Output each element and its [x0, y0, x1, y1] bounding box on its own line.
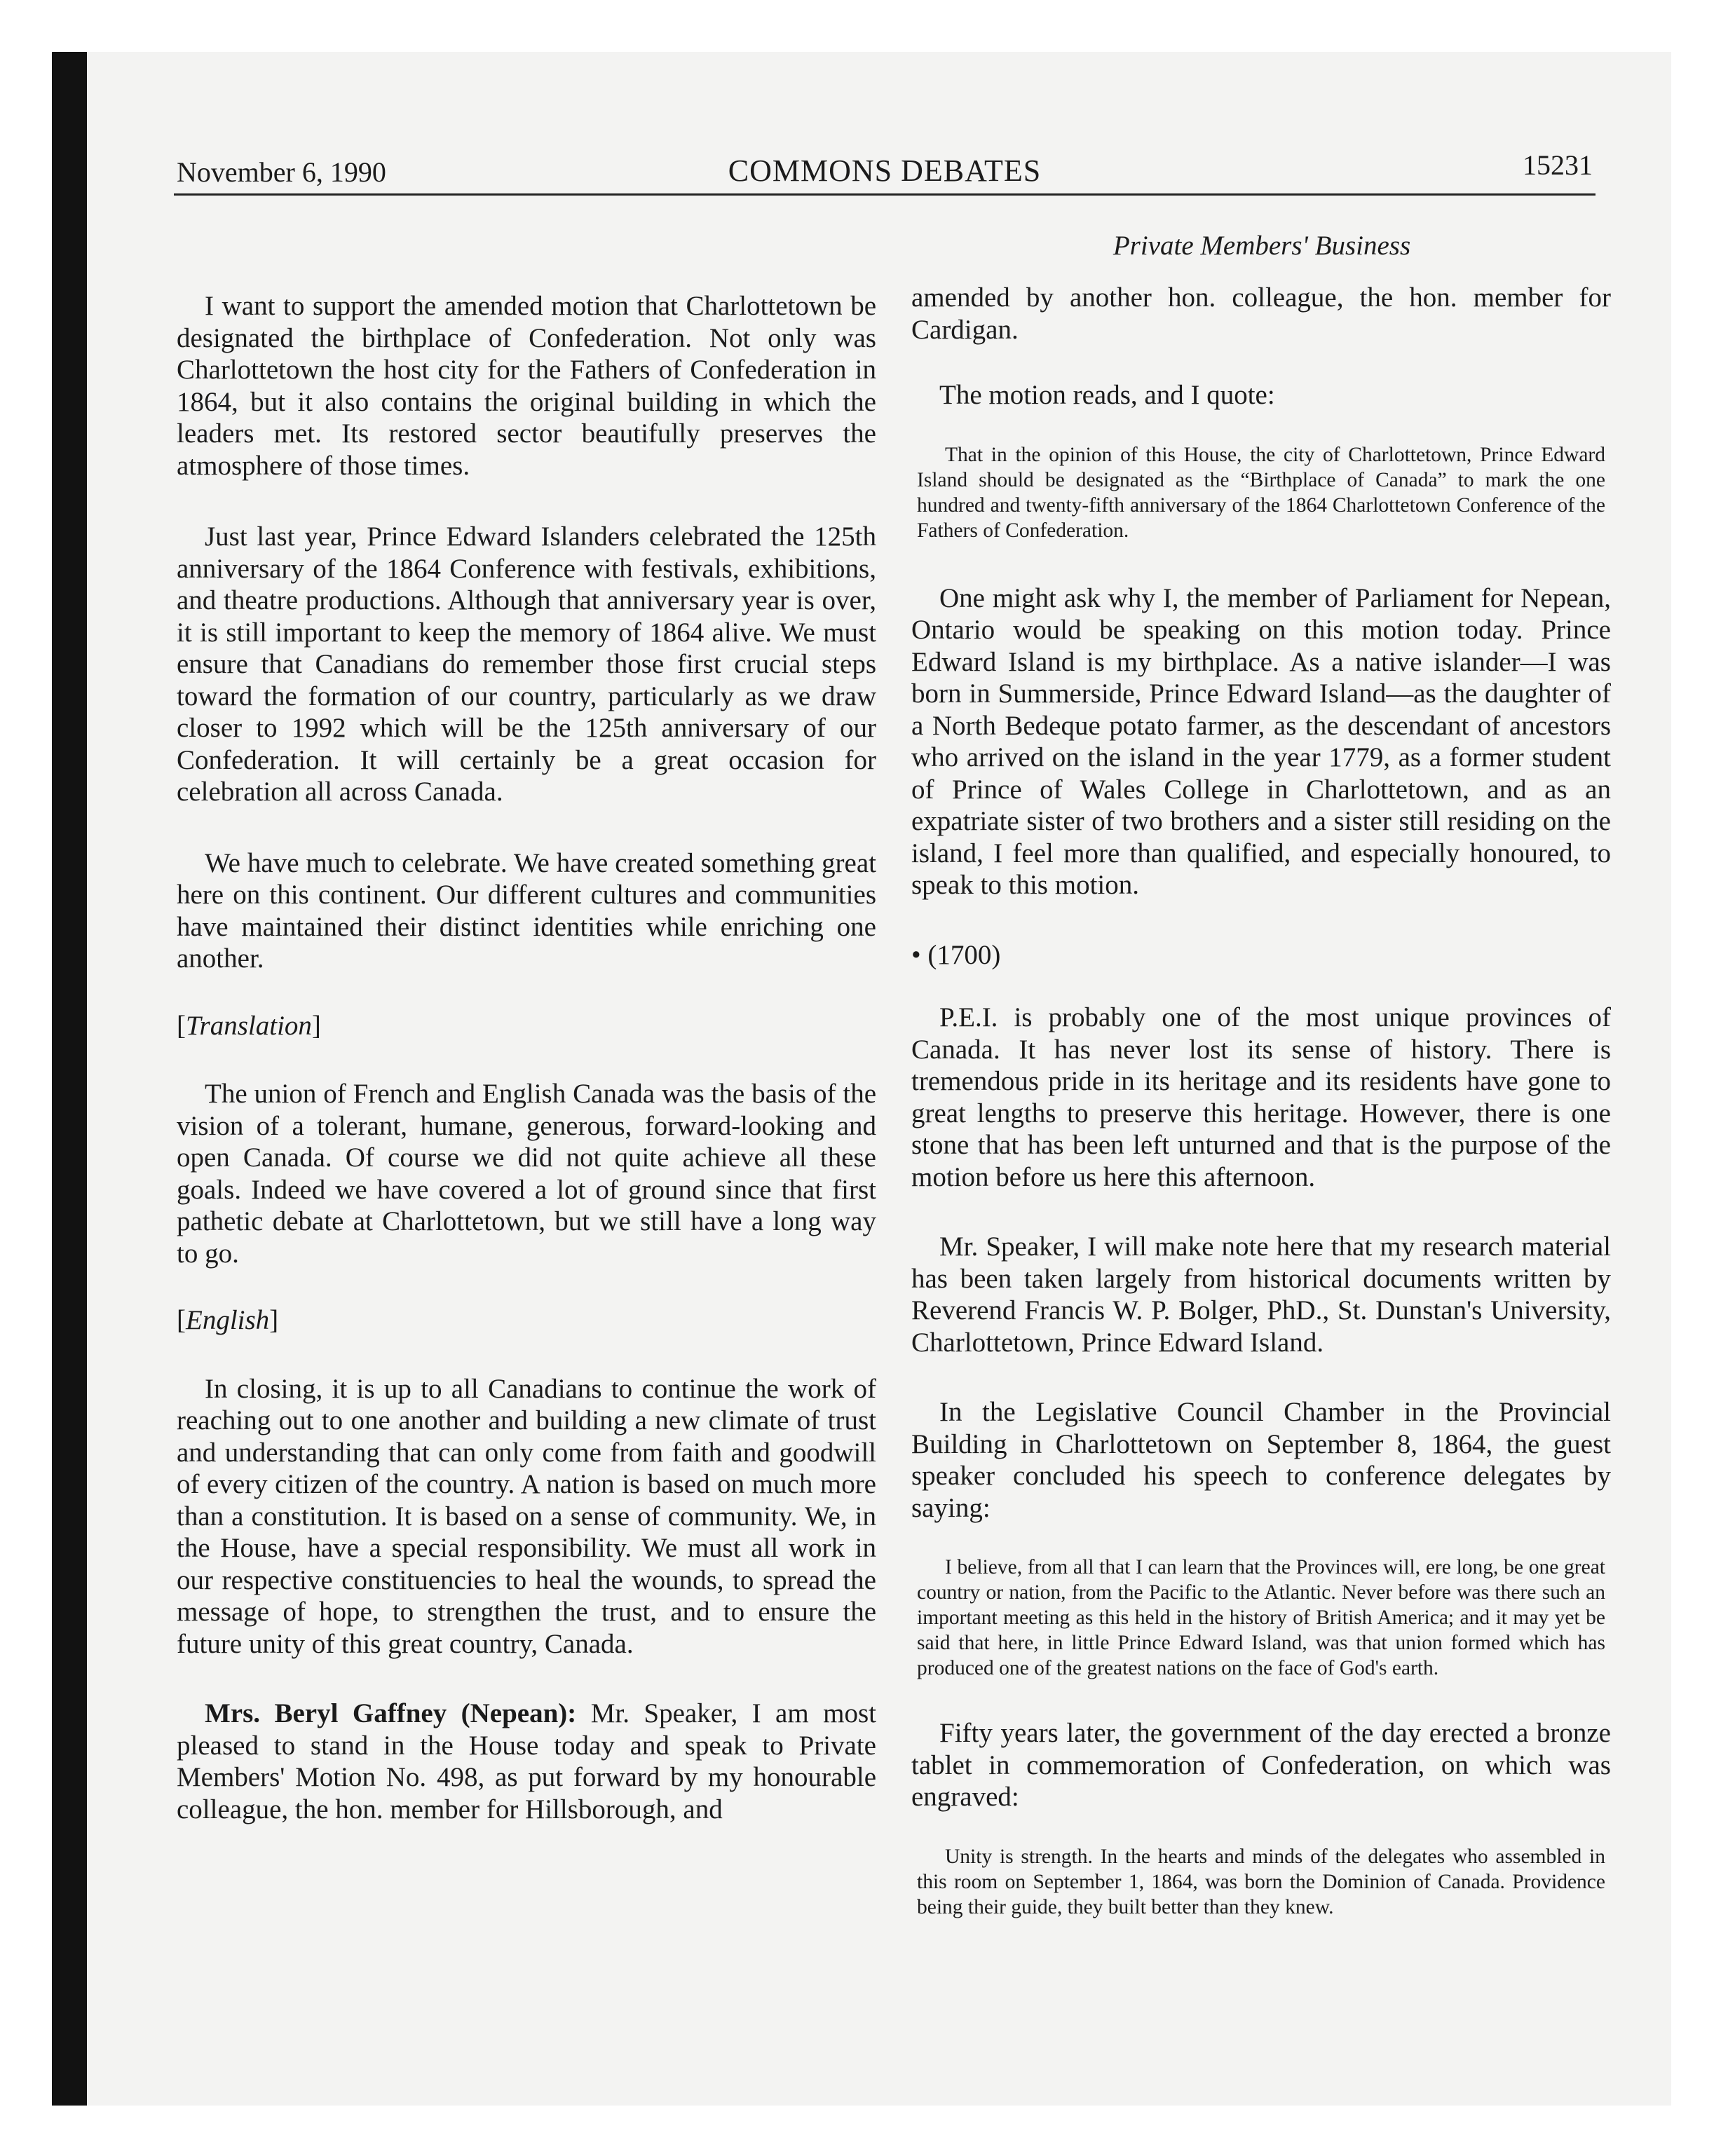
section-label: Private Members' Business — [1113, 231, 1411, 261]
right-paragraph-3: One might ask why I, the member of Parliament for Nepean, Ontario would be speaking on this motion today. Prince Edward Island is my birthplace. As a native islander—I was born in Summerside, Prince Edward Island—as the daughter of a North Bedeque potato farmer, as the descendant of ancestors who arrived on the island in the year 1779, as a former student of Prince of Wales College in Charlottetown, and as an expatriate sister of two brothers and a sister still residing on the island, I feel more than qualified, and especially honoured, to speak to this motion. — [911, 582, 1611, 900]
english-label: English — [186, 1305, 270, 1335]
translation-label: Translation — [186, 1010, 312, 1041]
quote-guest-speaker: I believe, from all that I can learn that the Provinces will, ere long, be one great country or nation, from the Pacific to the Atlantic. Never before was there such an important meeting as this held in the history of British America; and it may yet be said that here, in little Prince Edward Island, was that union formed which has produced one of the greatest nations on the face of God's earth. — [917, 1556, 1605, 1679]
speaker-name: Mrs. Beryl Gaffney (Nepean): — [205, 1698, 577, 1728]
left-paragraph-2: Just last year, Prince Edward Islanders celebrated the 125th anniversary of the 1864 Conference with festivals, exhibitions, and theatre productions. Although that anniversary year is over, it is still important to keep the memory of 1864 alive. We must ensure that Canadians do remember those first crucial steps toward the formation of our country, particularly as we draw closer to 1992 which will be the 125th anniversary of our Confederation. It will certainly be a great occasion for celebration all across Canada. — [177, 521, 876, 807]
right-paragraph-7: Fifty years later, the government of the day erected a bronze tablet in commemoration of Confederation, on which was engraved: — [911, 1718, 1611, 1812]
right-paragraph-2: The motion reads, and I quote: — [939, 380, 1275, 410]
scan-edge-shadow — [52, 52, 87, 2106]
header-page-number: 15231 — [1523, 149, 1593, 181]
header-rule — [174, 193, 1595, 196]
right-paragraph-1: amended by another hon. colleague, the hon. member for Cardigan. — [911, 282, 1611, 345]
right-paragraph-5: Mr. Speaker, I will make note here that my research material has been taken largely from historical documents written by Reverend Francis W. P. Bolger, PhD., St. Dunstan's University, Charlottetown, Prince Edward Island. — [911, 1231, 1611, 1358]
speaker-text: Mr. Speaker, I am most pleased to stand in the House today and speak to Private Members' Motion No. 498, as put forward by my honourable colleague, the hon. member for Hillsborough, and — [177, 1698, 876, 1824]
time-marker: • (1700) — [911, 939, 1001, 970]
page-header — [177, 146, 1593, 195]
language-tag-translation: [Translation] — [177, 1010, 321, 1041]
left-column — [177, 282, 876, 1856]
left-paragraph-3: We have much to celebrate. We have created something great here on this continent. Our different cultures and communities have maintained their distinct identities while enriching one another. — [177, 847, 876, 974]
left-paragraph-1: I want to support the amended motion that Charlottetown be designated the birthplace of Confederation. Not only was Charlottetown the host city for the Fathers of Confederation in 1864, but it also contains the original building in which the leaders met. Its restored sector beautifully preserves the atmosphere of those times. — [177, 291, 876, 481]
header-title: COMMONS DEBATES — [728, 153, 1042, 188]
left-paragraph-4: The union of French and English Canada was the basis of the vision of a tolerant, humane, generous, forward-looking and open Canada. Of course we did not quite achieve all these goals. Indeed we have covered a lot of ground since that first pathetic debate at Charlottetown, but we still have a long way to go. — [177, 1079, 876, 1269]
right-paragraph-4: P.E.I. is probably one of the most unique provinces of Canada. It has never lost its sense of history. There is tremendous pride in its heritage and its residents have gone to great lengths to preserve this heritage. However, there is one stone that has been left unturned and that is the purpose of the motion before us here this afternoon. — [911, 1002, 1611, 1192]
quote-bronze-tablet: Unity is strength. In the hearts and minds of the delegates who assembled in this room on September 1, 1864, was born the Dominion of Canada. Providence being their guide, they built better than they knew. — [917, 1845, 1605, 1918]
language-tag-english: [English] — [177, 1305, 279, 1335]
header-date: November 6, 1990 — [177, 156, 386, 188]
left-paragraph-5: In closing, it is up to all Canadians to continue the work of reaching out to one another and building a new climate of trust and understanding that can only come from faith and goodwill of every citizen of the country. A nation is based on much more than a constitution. It is based on a sense of community. We, in the House, have a special responsibility. We must all work in our respective constituencies to heal the wounds, to spread the message of hope, to strengthen the trust, and to ensure the future unity of this great country, Canada. — [177, 1373, 876, 1659]
right-column — [911, 282, 1611, 1951]
left-paragraph-6 — [177, 1698, 876, 1825]
right-paragraph-6: In the Legislative Council Chamber in the Provincial Building in Charlottetown on September 8, 1864, the guest speaker concluded his speech to conference delegates by saying: — [911, 1397, 1611, 1523]
quote-motion: That in the opinion of this House, the city of Charlottetown, Prince Edward Island should be designated as the “Birthplace of Canada” to mark the one hundred and twenty-fifth anniversary of the 1864 Charlottetown Conference of the Fathers of Confederation. — [917, 443, 1605, 542]
